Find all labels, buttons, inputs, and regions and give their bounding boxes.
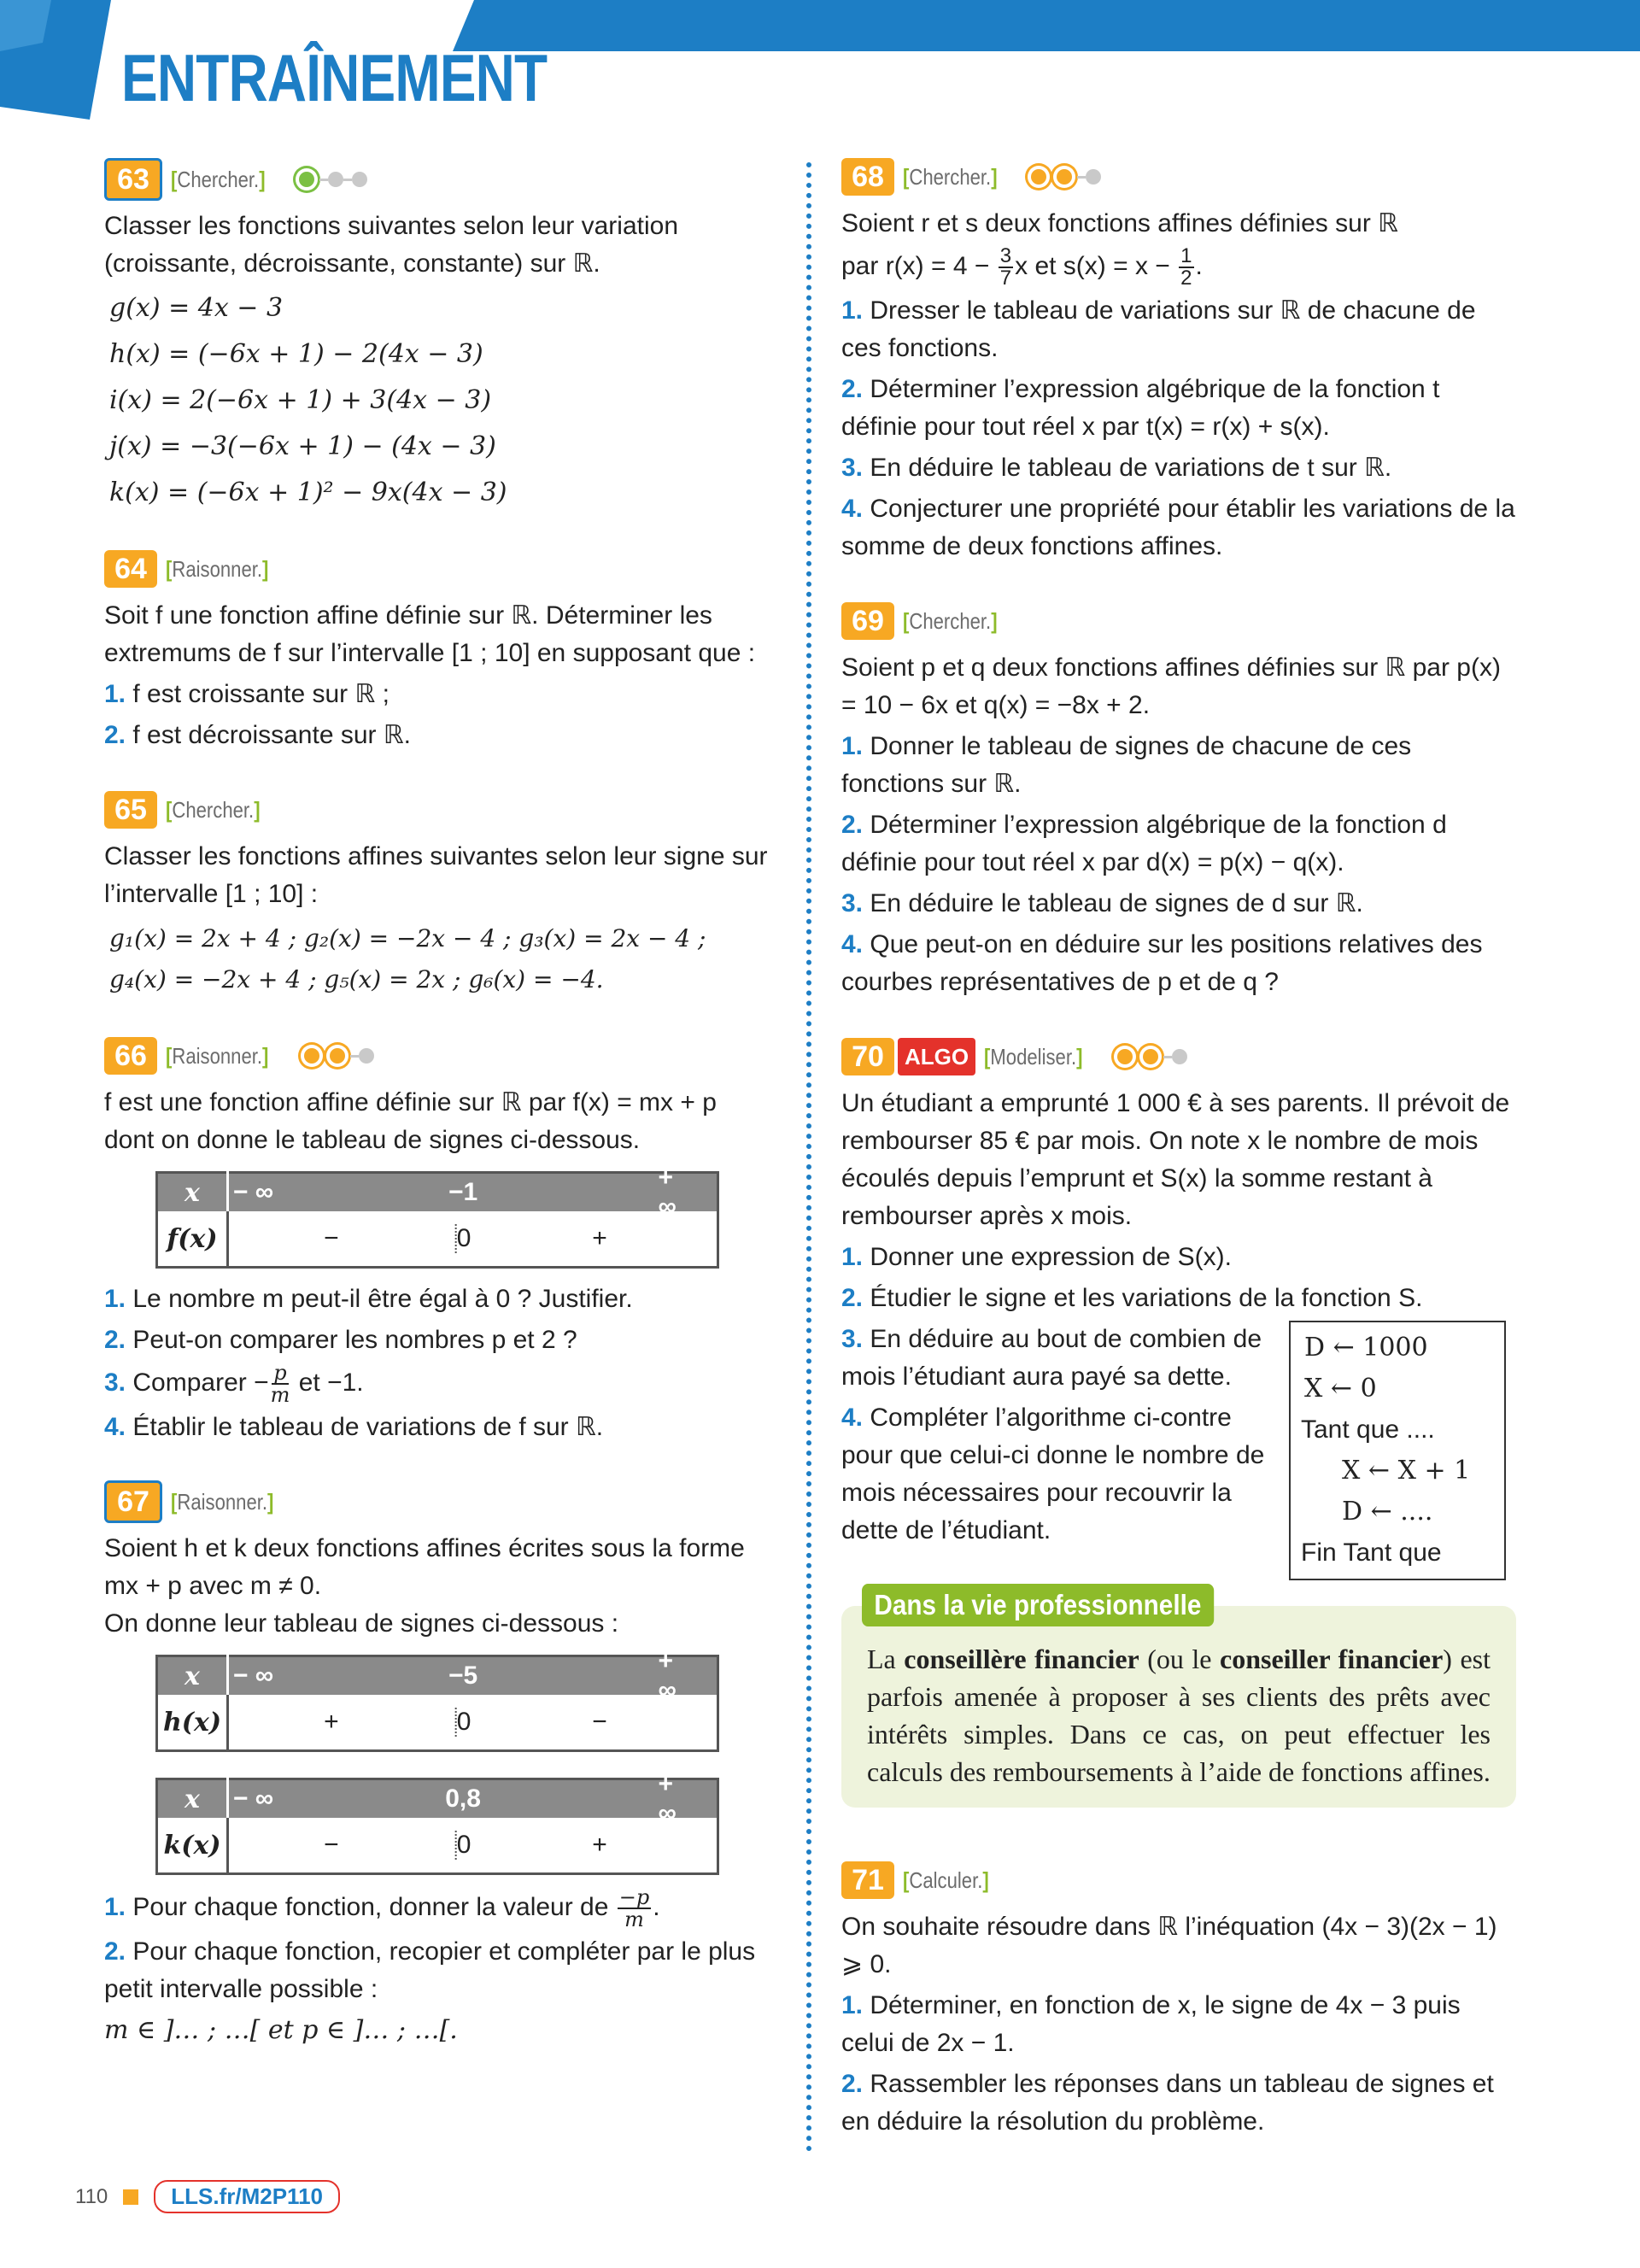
table-root: −5 [448, 1661, 478, 1690]
difficulty-indicator [1112, 1049, 1187, 1064]
function-line: i(x) = 2(−6x + 1) + 3(4x − 3) [109, 385, 492, 415]
question-2: 2. Déterminer l’expression algébrique de la fonction d définie pour tout réel x par d(x) = p(x) − q(x). [841, 811, 1447, 876]
question-1: 1. Dresser le tableau de variations sur ℝ de chacune de ces fonctions. [841, 296, 1476, 362]
exercise-tag: [Chercher.] [903, 607, 998, 634]
exercise-number: 64 [104, 550, 157, 588]
function-line: k(x) = (−6x + 1)² − 9x(4x − 3) [109, 478, 507, 507]
function-line: g₁(x) = 2x + 4 ; g₂(x) = −2x − 4 ; g₃(x) = 2x − 4 ; [109, 924, 706, 952]
table-start: − ∞ [232, 1661, 274, 1690]
question-2: 2. Pour chaque fonction, recopier et compléter par le plus petit intervalle possible : [104, 1937, 756, 2003]
question-2: 2. f est décroissante sur ℝ. [104, 721, 411, 749]
sign-left: + [324, 1708, 339, 1736]
exercise-tag: [Chercher.] [903, 163, 998, 190]
algo-line: Fin Tant que [1301, 1538, 1442, 1567]
algo-badge: ALGO [898, 1038, 975, 1075]
sign-zero: 0 [456, 1224, 472, 1252]
exercise-number: 65 [104, 791, 157, 829]
question-1: 1. Donner le tableau de signes de chacune de ces fonctions sur ℝ. [841, 732, 1412, 798]
algo-line: Tant que .... [1301, 1415, 1435, 1444]
exercise-statement: Soient h et k deux fonctions affines écrites sous la forme mx + p avec m ≠ 0. [104, 1534, 745, 1600]
sign-right: − [592, 1708, 607, 1736]
question-4: 4. Compléter l’algorithme ci-contre pour que celui-ci donne le nombre de mois nécessaires pour recouvrir la dette de l’étudiant. [841, 1404, 1265, 1544]
table-var-label: x [157, 1656, 228, 1696]
sign-right: + [592, 1831, 607, 1859]
question-1: 1. Déterminer, en fonction de x, le signe de 4x − 3 puis celui de 2x − 1. [841, 1991, 1461, 2057]
table-fn-label: h(x) [157, 1695, 228, 1751]
exercise-statement: Soient r et s deux fonctions affines définies sur ℝ [841, 209, 1398, 237]
exercise-statement: Soient p et q deux fonctions affines définies sur ℝ par p(x) = 10 − 6x et q(x) = −8x + 2. [841, 653, 1501, 719]
algo-line: D ← 1000 [1304, 1333, 1428, 1363]
table-start: − ∞ [232, 1785, 274, 1813]
algo-line: X ← X + 1 [1342, 1456, 1471, 1486]
footer-square-icon [123, 2189, 138, 2205]
page-footer [75, 2180, 340, 2213]
professional-life-box [841, 1584, 1516, 1808]
question-3: 3. En déduire le tableau de signes de d sur ℝ. [841, 889, 1363, 917]
algo-line: X ← 0 [1304, 1374, 1377, 1404]
question-1: 1. Donner une expression de S(x). [841, 1243, 1232, 1271]
exercise-number: 68 [841, 158, 894, 196]
difficulty-indicator [299, 1048, 374, 1064]
function-line: h(x) = (−6x + 1) − 2(4x − 3) [109, 339, 483, 369]
exercise-70-algo-section [841, 1321, 1516, 1567]
sign-right: + [592, 1224, 607, 1252]
question-2: 2. Déterminer l’expression algébrique de la fonction t définie pour tout réel x par t(x) = r(x) + s(x). [841, 375, 1440, 441]
exercise-statement-definitions: par r(x) = 4 − $\frac{3}{7}$ x et s(x) = x − $\frac{1}{2}$ . [841, 244, 1203, 290]
question-4: 4. Établir le tableau de variations de f sur ℝ. [104, 1413, 604, 1441]
exercise-70 [841, 1035, 1516, 1567]
sign-left: − [324, 1831, 339, 1859]
left-column [104, 158, 770, 2083]
question-1: 1. f est croissante sur ℝ ; [104, 680, 390, 708]
exercise-63 [104, 158, 770, 513]
sign-left: − [324, 1224, 339, 1252]
professional-box-text: La conseillère financier (ou le conseiller financier) est parfois amenée à proposer à ses clients des prêts avec intérêts simples. Dans ce cas, on peut effectuer les calculs des remboursements à l’aide de fonctions affines. [841, 1606, 1516, 1808]
question-4: 4. Que peut-on en déduire sur les positions relatives des courbes représentatives de p et de q ? [841, 930, 1483, 996]
interval-line: m ∈ ]… ; …[ et p ∈ ]… ; …[. [104, 2015, 458, 2045]
algorithm-box [1289, 1321, 1506, 1580]
difficulty-indicator [1026, 169, 1101, 185]
exercise-statement: Soit f une fonction affine définie sur ℝ. Déterminer les extremums de f sur l’intervalle [1 ; 10] en supposant que : [104, 601, 756, 667]
question-2: 2. Peut-on comparer les nombres p et 2 ? [104, 1326, 577, 1354]
sign-table-f [155, 1163, 719, 1269]
table-start: − ∞ [232, 1178, 274, 1206]
function-line: g₄(x) = −2x + 4 ; g₅(x) = 2x ; g₆(x) = −4. [109, 965, 604, 993]
question-4: 4. Conjecturer une propriété pour établir les variations de la somme de deux fonctions affines. [841, 495, 1515, 560]
exercise-64 [104, 548, 770, 754]
exercise-tag: [Chercher.] [171, 166, 266, 192]
exercise-number: 70 [841, 1038, 894, 1075]
exercise-68 [841, 155, 1516, 566]
sign-zero: 0 [456, 1708, 472, 1736]
page-title: ENTRAÎNEMENT [121, 40, 548, 115]
table-root: −1 [448, 1178, 478, 1206]
exercise-statement: On souhaite résoudre dans ℝ l’inéquation (4x − 3)(2x − 1) ⩾ 0. [841, 1913, 1497, 1978]
question-3: 3. En déduire le tableau de variations de t sur ℝ. [841, 454, 1392, 482]
algo-line: D ← .... [1342, 1497, 1433, 1527]
question-1: 1. Pour chaque fonction, donner la valeur de $\frac{-p}{m}$ . [104, 1885, 660, 1931]
exercise-67 [104, 1480, 770, 2049]
exercise-statement: Un étudiant a emprunté 1 000 € à ses parents. Il prévoit de rembourser 85 € par mois. On note x le nombre de mois écoulés depuis l’emprunt et S(x) la somme restant à rembourser après x mois. [841, 1089, 1510, 1230]
professional-box-title: Dans la vie professionnelle [862, 1584, 1214, 1626]
exercise-65 [104, 788, 770, 1000]
question-3: 3. En déduire au bout de combien de mois l’étudiant aura payé sa dette. [841, 1325, 1262, 1391]
exercise-number: 71 [841, 1861, 894, 1899]
table-var-label: x [157, 1779, 228, 1819]
exercise-number: 63 [104, 158, 162, 201]
exercise-statement: On donne leur tableau de signes ci-dessous : [104, 1609, 619, 1638]
function-line: g(x) = 4x − 3 [109, 293, 284, 323]
resource-link[interactable]: LLS.fr/M2P110 [154, 2180, 340, 2213]
exercise-66 [104, 1034, 770, 1446]
exercise-tag: [Raisonner.] [166, 1042, 269, 1069]
question-3: 3. Comparer − $\frac{p}{m}$ et −1. [104, 1361, 364, 1407]
function-line: j(x) = −3(−6x + 1) − (4x − 3) [109, 431, 496, 461]
exercise-statement: f est une fonction affine définie sur ℝ par f(x) = mx + p dont on donne le tableau de signes ci-dessous. [104, 1088, 717, 1154]
question-2: 2. Rassembler les réponses dans un tableau de signes et en déduire la résolution du problème. [841, 2070, 1494, 2136]
page-number: 110 [75, 2184, 108, 2208]
question-1: 1. Le nombre m peut-il être égal à 0 ? Justifier. [104, 1285, 633, 1313]
exercise-tag: [Calculer.] [903, 1867, 989, 1893]
exercise-tag: [Chercher.] [166, 796, 261, 823]
table-root: 0,8 [445, 1785, 481, 1813]
table-var-label: x [157, 1173, 228, 1212]
table-end: + ∞ [658, 1647, 676, 1704]
table-end: + ∞ [658, 1163, 676, 1221]
table-fn-label: f(x) [157, 1211, 228, 1268]
exercise-71 [841, 1859, 1516, 2141]
exercise-69 [841, 600, 1516, 1001]
exercise-tag: [Raisonner.] [166, 555, 269, 582]
table-end: + ∞ [658, 1770, 676, 1827]
right-column [841, 155, 1516, 2175]
sign-zero: 0 [456, 1831, 472, 1859]
exercise-number: 67 [104, 1480, 162, 1523]
exercise-number: 66 [104, 1037, 157, 1075]
difficulty-indicator [294, 172, 367, 187]
table-fn-label: k(x) [157, 1818, 228, 1874]
exercise-statement: Classer les fonctions affines suivantes selon leur signe sur l’intervalle [1 ; 10] : [104, 842, 768, 908]
exercise-number: 69 [841, 602, 894, 640]
sign-table-k [155, 1770, 719, 1875]
sign-table-h [155, 1647, 719, 1752]
exercise-statement: Classer les fonctions suivantes selon leur variation (croissante, décroissante, constante) sur ℝ. [104, 212, 678, 278]
question-2: 2. Étudier le signe et les variations de la fonction S. [841, 1284, 1423, 1312]
exercise-tag: [Raisonner.] [171, 1488, 274, 1515]
exercise-tag: [Modeliser.] [984, 1043, 1083, 1070]
column-divider [806, 162, 811, 2153]
